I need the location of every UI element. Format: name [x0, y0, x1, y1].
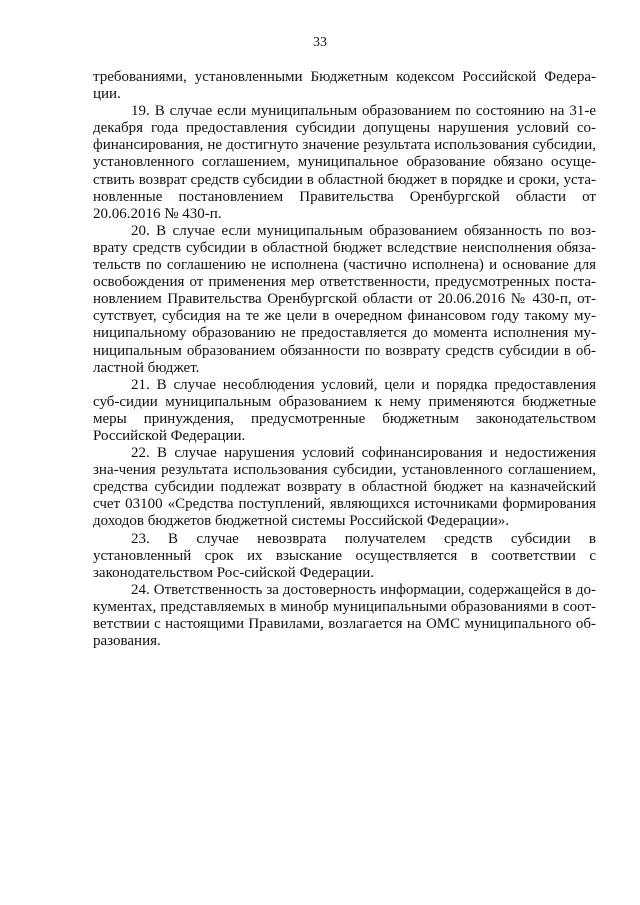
paragraph-23: 23. В случае невозврата получателем средств субсидии в установленный срок их взыскание осуществляется в соответствии с законодательством Рос-сийской Федерации.: [93, 530, 596, 581]
paragraph-20: 20. В случае если муниципальным образованием обязанность по воз-врату средств субсидии в областной бюджет вследствие неисполнения обяза-тельств по соглашению не исполнена (частично исполнена) и основание для освобождения от применения мер ответственности, предусмотренных поста-новлением Правительства Оренбургской области от 20.06.2016 № 430-п, от-сутствует, субсидия на те же цели в очередном финансовом году такому му-ниципальному образованию не предоставляется до момента исполнения му-ниципальным образованием обязанности по возврату средств субсидии в об-ластной бюджет.: [93, 222, 596, 376]
document-body: [93, 69, 596, 650]
paragraph-24: 24. Ответственность за достоверность информации, содержащейся в до-кументах, представляемых в минобр муниципальными образованиями в соот-ветствии с настоящими Правилами, возлагается на ОМС муниципального об-разования.: [93, 581, 596, 650]
page-number: 33: [313, 35, 327, 50]
paragraph-22: 22. В случае нарушения условий софинансирования и недостижения зна-чения результата использования субсидии, установленного соглашением, средства субсидии подлежат возврату в областной бюджет на казначейский счет 03100 «Средства поступлений, являющихся источниками формирования доходов бюджетов бюджетной системы Российской Федерации».: [93, 445, 596, 530]
paragraph-19: 19. В случае если муниципальным образованием по состоянию на 31-е декабря года предоставления субсидии допущены нарушения условий со-финансирования, не достигнуто значение результата использования субсидии, установленного соглашением, муниципальное образование обязано осуще-ствить возврат средств субсидии в областной бюджет в порядке и сроки, уста-новленные постановлением Правительства Оренбургской области от 20.06.2016 № 430-п.: [93, 103, 596, 222]
paragraph-21: 21. В случае несоблюдения условий, цели и порядка предоставления суб-сидии муниципальным образованием к нему применяются бюджетные меры принуждения, предусмотренные бюджетным законодательством Российской Федерации.: [93, 376, 596, 444]
paragraph-continuation: требованиями, установленными Бюджетным кодексом Российской Федера-ции.: [93, 69, 596, 103]
